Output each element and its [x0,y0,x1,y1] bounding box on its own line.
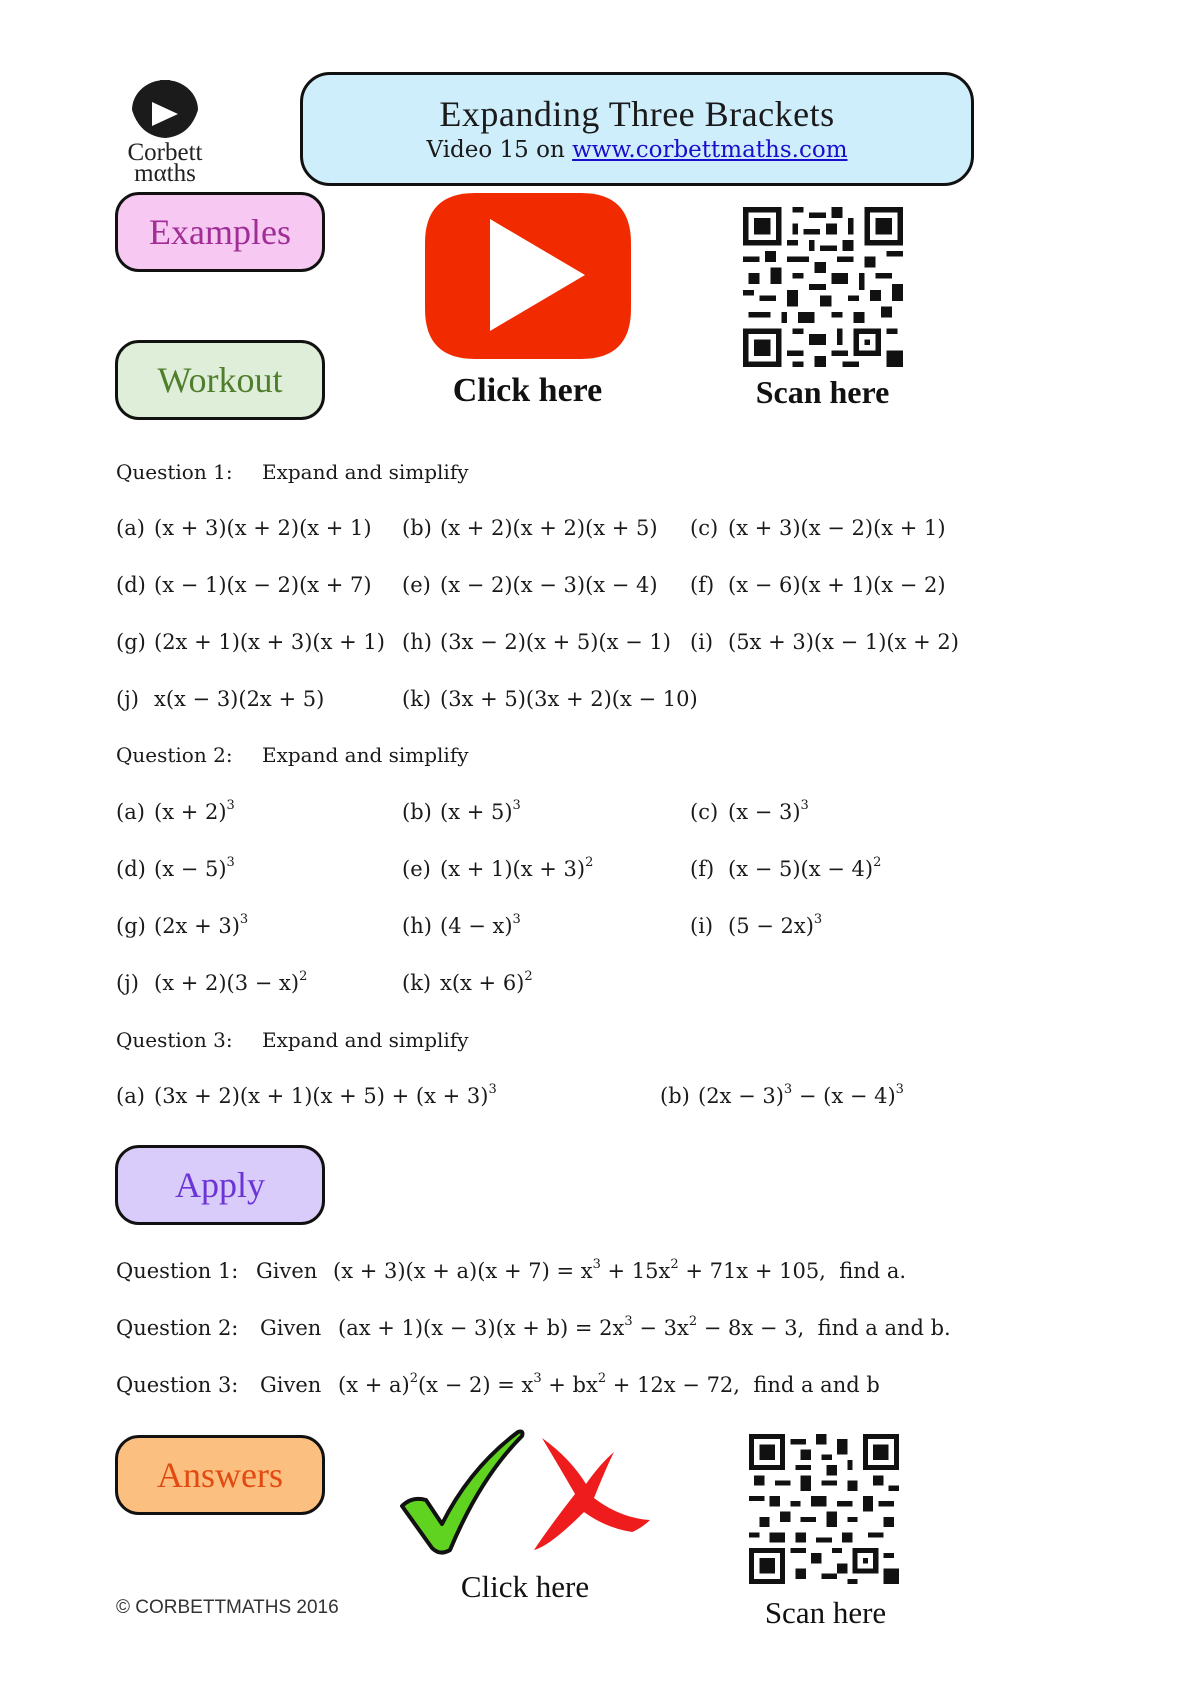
website-link[interactable]: www.corbettmaths.com [572,137,848,163]
question-2-heading [116,743,469,767]
item-expression: (x + 5) [440,800,513,824]
item-expression: (x + 3)(x − 2)(x + 1) [728,516,946,540]
item-expression: x(x + 6) [440,971,525,995]
question-1-item [402,516,658,540]
item-power: 3 [239,912,249,927]
item-expression: (x − 1)(x − 2)(x + 7) [154,573,372,597]
corbettmaths-logo [110,80,220,190]
question-3-part-a: (a) $(3x + 2)(x + 1)(x + 5) + (x + 3)^3$ [116,1082,497,1108]
apply-button[interactable]: Apply [115,1145,325,1225]
item-expression: (x − 3) [728,800,801,824]
item-label: (d) [116,857,146,881]
question-1-heading [116,460,469,484]
copyright: © CORBETTMATHS 2016 [116,1597,339,1618]
qr-scan-caption: Scan here [755,374,890,410]
question-2-item [690,857,881,881]
question-1-item [402,687,698,711]
item-expression: (4 − x) [440,914,513,938]
cross-icon [534,1438,650,1550]
item-power: 2 [299,969,308,984]
question-2-item [402,800,521,824]
item-expression: (2x + 1)(x + 3)(x + 1) [154,630,385,654]
qr-code-icon[interactable] [743,207,903,367]
item-expression: (3x + 5)(3x + 2)(x − 10) [440,687,698,711]
question-2-item [690,800,809,824]
item-label: (c) [690,516,719,540]
item-label: (j) [116,687,139,711]
question-2-item [402,914,521,938]
item-power: 3 [813,912,823,927]
item-label: (d) [116,573,146,597]
item-power: 3 [226,855,235,870]
answers-link[interactable] [400,1428,660,1558]
item-expression: (x − 2)(x − 3)(x − 4) [440,573,658,597]
question-2-item [116,857,235,881]
page-title: Expanding Three Brackets [439,94,835,134]
answers-qr-caption: Scan here [764,1595,887,1630]
question-1-item [116,516,372,540]
video-number: Video 15 on [426,137,573,163]
item-expression: (5 − 2x) [728,914,814,938]
examples-button[interactable]: Examples [115,192,325,272]
item-power: 2 [585,855,594,870]
item-expression: (x − 5)(x − 4) [728,857,874,881]
tick-icon [402,1432,523,1553]
item-label: (k) [402,687,432,711]
item-label: (f) [690,857,715,881]
item-label: (b) [402,800,432,824]
question-3-part-b: (b) $(2x - 3)^3 - (x - 4)^3$ [660,1082,904,1108]
question-2-item [402,857,593,881]
item-power: 2 [524,969,533,984]
workout-button[interactable]: Workout [115,340,325,420]
item-expression: x(x − 3)(2x + 5) [154,687,325,711]
item-label: (j) [116,971,139,995]
item-label: (f) [690,573,715,597]
item-expression: (x + 2)(x + 2)(x + 5) [440,516,658,540]
question-label: Question 2: [116,743,233,767]
apply-question-2: Question 2: Given $(ax + 1)(x - 3)(x + b) = 2x^3 - 3x^2 - 8x - 3$, find a and b. [116,1314,951,1340]
item-label: (i) [690,914,714,938]
question-1-item [402,630,671,654]
item-power: 3 [512,912,521,927]
title-box [300,72,974,186]
apply-question-3: Question 3: Given $(x + a)^2(x - 2) = x^3 + bx^2 + 12x - 72$, find a and b [116,1371,880,1397]
item-expression: (3x − 2)(x + 5)(x − 1) [440,630,671,654]
question-1-item [690,630,959,654]
question-1-item [116,687,324,711]
item-label: (h) [402,630,432,654]
item-label: (a) [116,800,145,824]
question-instruction: Expand and simplify [262,743,469,767]
item-label: (a) [116,516,145,540]
question-2-item [690,914,822,938]
question-2-item [402,971,533,995]
question-2-item [116,914,248,938]
item-label: (g) [116,630,146,654]
question-2-item [116,971,307,995]
item-label: (e) [402,857,431,881]
video-subtitle [303,137,971,163]
item-expression: (x + 3)(x + 2)(x + 1) [154,516,372,540]
item-power: 3 [800,798,809,813]
question-1-item [116,573,372,597]
question-1-item [402,573,658,597]
question-2-item [116,800,235,824]
question-instruction: Expand and simplify [262,1028,469,1052]
item-label: (g) [116,914,146,938]
question-1-item [690,516,946,540]
item-expression: (x + 1)(x + 3) [440,857,586,881]
logo-emblem-icon [130,80,200,142]
item-expression: (2x + 3) [154,914,240,938]
question-label: Question 1: [116,460,233,484]
item-power: 3 [226,798,235,813]
logo-word-corbett: Corbett [127,139,203,166]
answers-qr-code-icon[interactable] [749,1434,899,1584]
item-label: (k) [402,971,432,995]
item-expression: (x + 2)(3 − x) [154,971,300,995]
item-label: (i) [690,630,714,654]
question-instruction: Expand and simplify [262,460,469,484]
item-label: (e) [402,573,431,597]
item-expression: (x − 6)(x + 1)(x − 2) [728,573,946,597]
play-video-icon[interactable] [425,193,631,359]
logo-word-maths: mαths [134,160,196,187]
item-expression: (x − 5) [154,857,227,881]
item-expression: (5x + 3)(x − 1)(x + 2) [728,630,959,654]
question-1-item [116,630,385,654]
answers-button[interactable]: Answers [115,1435,325,1515]
apply-question-1: Question 1: Given $(x + 3)(x + a)(x + 7) = x^3 + 15x^2 + 71x + 105$, find a. [116,1257,907,1283]
item-power: 2 [873,855,882,870]
question-3-heading [116,1028,469,1052]
question-label: Question 3: [116,1028,233,1052]
video-click-caption[interactable]: Click here [452,372,603,409]
item-label: (b) [402,516,432,540]
answers-click-caption[interactable]: Click here [460,1569,590,1604]
item-label: (h) [402,914,432,938]
question-1-item [690,573,946,597]
item-power: 3 [512,798,521,813]
item-label: (c) [690,800,719,824]
item-expression: (x + 2) [154,800,227,824]
